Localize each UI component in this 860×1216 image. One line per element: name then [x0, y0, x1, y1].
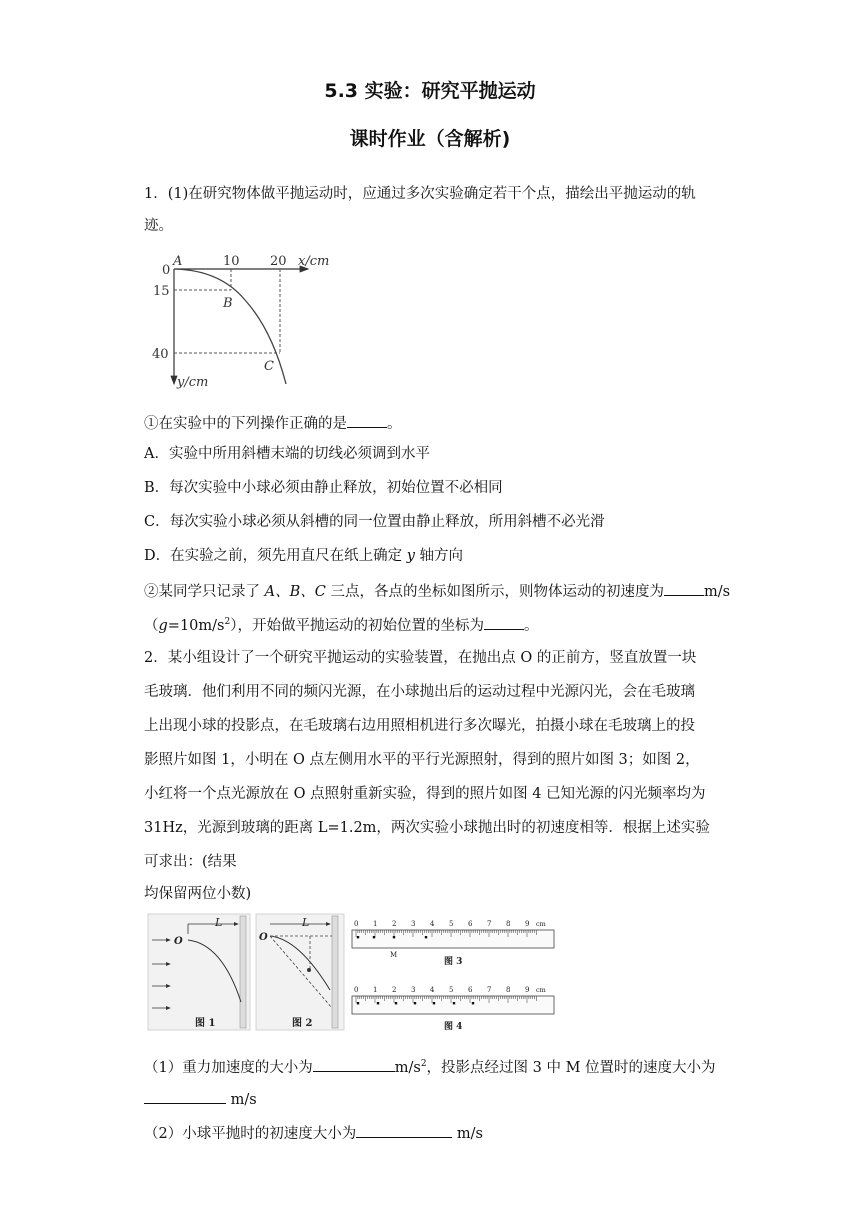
q2-line-1: 2．某小组设计了一个研究平抛运动的实验装置，在抛出点 O 的正前方，竖直放置一块	[144, 650, 697, 666]
ruler-numbers	[354, 920, 529, 928]
ruler-unit: cm	[536, 986, 546, 994]
ruler-number: 4	[430, 986, 435, 994]
ruler-number: 9	[525, 986, 530, 994]
fig3-label-m: M	[390, 951, 398, 959]
q2-sub1: （1）重力加速度的大小为 $m/s^2$，投影点经过图 3 中 M 位置时的速度大小为	[144, 1054, 720, 1078]
ruler-number: 5	[449, 986, 454, 994]
ruler-number: 4	[430, 920, 435, 928]
q2-line-2: 毛玻璃．他们利用不同的频闪光源，在小球抛出后的运动过程中光源闪光，会在毛玻璃	[144, 684, 695, 700]
answer-blank[interactable]	[313, 1056, 395, 1072]
q2-line-5: 小红将一个点光源放在 O 点照射重新实验，得到的照片如图 4 已知光源的闪光频率均为	[144, 786, 706, 802]
q2-line-3: 上出现小球的投影点，在毛玻璃右边用照相机进行多次曝光，拍摄小球在毛玻璃上的投	[144, 718, 695, 734]
point-a-label: A	[173, 254, 183, 269]
x-axis-label: x/cm	[298, 254, 330, 269]
fig1-label-o: O	[174, 936, 183, 947]
q1-intro-line-1: 1．(1)在研究物体做平抛运动时，应通过多次实验确定若干个点，描绘出平抛运动的轨	[144, 186, 696, 202]
projection-point	[393, 936, 395, 938]
fig3-caption: 图 3	[444, 957, 463, 967]
answer-blank[interactable]	[347, 412, 387, 428]
answer-blank[interactable]	[356, 1122, 452, 1138]
q1-part1-text: ①在实验中的下列操作正确的是	[144, 416, 347, 432]
ruler-number: 6	[468, 920, 473, 928]
figure-4-ruler	[352, 986, 554, 1032]
x-tick-10: 10	[223, 254, 240, 269]
ruler-unit: cm	[536, 920, 546, 928]
projection-point	[472, 1002, 474, 1004]
ruler-number: 5	[449, 920, 454, 928]
projection-point	[425, 936, 427, 938]
fig2-caption: 图 2	[292, 1018, 313, 1029]
answer-blank[interactable]	[664, 580, 704, 596]
projection-point	[357, 936, 359, 938]
ruler-number: 7	[487, 920, 492, 928]
q1-option-b: B．每次实验中小球必须由静止释放，初始位置不必相同	[144, 480, 503, 496]
ruler-number: 8	[506, 986, 511, 994]
ruler-number: 0	[354, 920, 359, 928]
q2-sub2: （2）小球平抛时的初速度大小为 m/s	[144, 1122, 720, 1144]
point-c-label: C	[264, 359, 274, 374]
q2-line-4: 影照片如图 1，小明在 O 点左侧用水平的平行光源照射，得到的照片如图 3；如图 2，	[144, 752, 700, 768]
q1-trajectory-figure	[140, 250, 380, 395]
q1-option-a: A．实验中所用斜槽末端的切线必须调到水平	[144, 446, 430, 462]
answer-blank[interactable]	[144, 1088, 226, 1104]
point-b-label: B	[223, 296, 233, 311]
q2-sub1-cont: m/s	[144, 1088, 720, 1110]
q1-option-d: D．在实验之前，须先用直尺在纸上确定 y 轴方向	[144, 548, 464, 564]
y-tick-15: 15	[153, 284, 170, 299]
ruler-number: 3	[411, 986, 416, 994]
fig1-label-l: L	[215, 916, 223, 929]
page-subtitle: 课时作业（含解析)	[349, 128, 511, 150]
figure-1	[148, 914, 250, 1030]
q2-figures	[144, 912, 564, 1036]
q1-part1: ①在实验中的下列操作正确的是 。	[144, 412, 720, 434]
answer-blank[interactable]	[484, 614, 524, 630]
fig4-caption: 图 4	[444, 1022, 463, 1032]
projection-point	[377, 1002, 379, 1004]
figure-3-ruler	[352, 920, 554, 967]
page-title: 5.3 实验：研究平抛运动	[324, 80, 536, 102]
q1-intro-line-2: 迹。	[144, 218, 173, 234]
projection-point	[414, 1002, 416, 1004]
y-tick-40: 40	[152, 347, 169, 362]
ruler-number: 2	[392, 920, 397, 928]
projection-point	[357, 1002, 359, 1004]
x-tick-20: 20	[270, 254, 287, 269]
ruler-numbers	[354, 986, 529, 994]
ruler-number: 0	[354, 986, 359, 994]
figure-2	[256, 914, 344, 1030]
y-axis-label: y/cm	[177, 375, 209, 390]
projection-point	[395, 1002, 397, 1004]
ruler-number: 6	[468, 986, 473, 994]
q2-line-8: 均保留两位小数)	[144, 886, 252, 902]
q1-part2-line-2: $(g=10m/s^2)$，开始做平抛运动的初始位置的坐标为 。	[144, 612, 720, 636]
projection-point	[453, 1002, 455, 1004]
fig2-label-o: O	[259, 932, 268, 943]
ruler-number: 7	[487, 986, 492, 994]
ruler-number: 1	[373, 986, 378, 994]
ruler-number: 9	[525, 920, 530, 928]
projection-point	[373, 936, 375, 938]
projection-point	[433, 1002, 435, 1004]
fig2-label-l: L	[302, 916, 310, 929]
q1-option-c: C．每次实验小球必须从斜槽的同一位置由静止释放，所用斜槽不必光滑	[144, 514, 605, 530]
fig1-caption: 图 1	[195, 1018, 216, 1029]
ruler-number: 2	[392, 986, 397, 994]
q2-line-6: 31Hz，光源到玻璃的距离 L=1.2m，两次实验小球抛出时的初速度相等．根据上述实验	[144, 820, 710, 836]
q1-part2-line-1: ②某同学只记录了 A、B、C 三点，各点的坐标如图所示，则物体运动的初速度为 m/s	[144, 580, 720, 602]
ruler-number: 8	[506, 920, 511, 928]
q2-line-7: 可求出：(结果	[144, 854, 237, 870]
origin-label: 0	[162, 263, 171, 278]
ruler-number: 3	[411, 920, 416, 928]
ruler-number: 1	[373, 920, 378, 928]
